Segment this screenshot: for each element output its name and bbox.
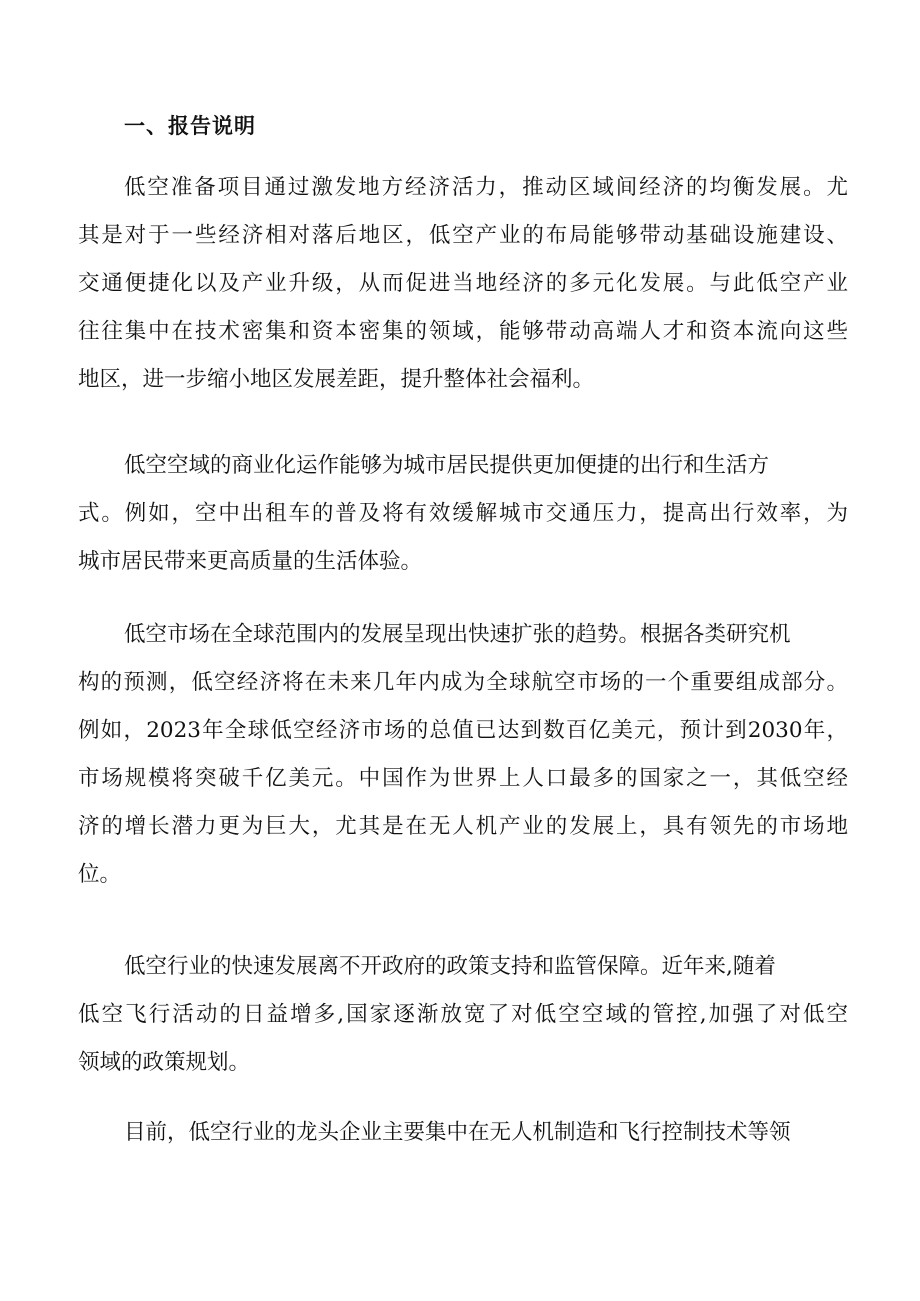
paragraph-line: 低空空域的商业化运作能够为城市居民提供更加便捷的出行和生活方 bbox=[124, 453, 770, 478]
paragraph-line: 交通便捷化以及产业升级，从而促进当地经济的多元化发展。与此低空产业 bbox=[78, 271, 848, 296]
paragraph-1 bbox=[78, 164, 848, 404]
paragraph-line: 城市居民带来更高质量的生活体验。 bbox=[78, 549, 423, 574]
section-heading: 一、报告说明 bbox=[124, 114, 256, 138]
paragraph-line: 目前，低空行业的龙头企业主要集中在无人机制造和飞行控制技术等领 bbox=[124, 1120, 791, 1145]
paragraph-line: 地区，进一步缩小地区发展差距，提升整体社会福利。 bbox=[78, 367, 595, 392]
paragraph-line: 其是对于一些经济相对落后地区，低空产业的布局能够带动基础设施建设、 bbox=[78, 223, 848, 248]
paragraph-line: 低空准备项目通过激发地方经济活力，推动区域间经济的均衡发展。尤 bbox=[124, 175, 848, 200]
paragraph-5 bbox=[78, 1109, 848, 1157]
paragraph-line: 领域的政策规划。 bbox=[78, 1050, 251, 1075]
paragraph-line: 低空市场在全球范围内的发展呈现出快速扩张的趋势。根据各类研究机 bbox=[124, 622, 791, 647]
paragraph-line: 例如，2023年全球低空经济市场的总值已达到数百亿美元，预计到2030年， bbox=[78, 718, 848, 743]
paragraph-line: 市场规模将突破千亿美元。中国作为世界上人口最多的国家之一，其低空经 bbox=[78, 766, 848, 791]
paragraph-4 bbox=[78, 943, 848, 1087]
paragraph-line: 济的增长潜力更为巨大，尤其是在无人机产业的发展上，具有领先的市场地 bbox=[78, 814, 848, 839]
paragraph-line: 低空行业的快速发展离不开政府的政策支持和监管保障。近年来,随着 bbox=[124, 954, 776, 979]
paragraph-line: 往往集中在技术密集和资本密集的领域，能够带动高端人才和资本流向这些 bbox=[78, 319, 848, 344]
paragraph-line: 低空飞行活动的日益增多,国家逐渐放宽了对低空空域的管控,加强了对低空 bbox=[78, 1002, 848, 1027]
paragraph-2 bbox=[78, 442, 848, 586]
paragraph-line: 构的预测，低空经济将在未来几年内成为全球航空市场的一个重要组成部分。 bbox=[78, 670, 848, 695]
paragraph-line: 式。例如，空中出租车的普及将有效缓解城市交通压力，提高出行效率，为 bbox=[78, 501, 848, 526]
paragraph-line: 位。 bbox=[78, 862, 122, 887]
paragraph-3 bbox=[78, 611, 848, 899]
